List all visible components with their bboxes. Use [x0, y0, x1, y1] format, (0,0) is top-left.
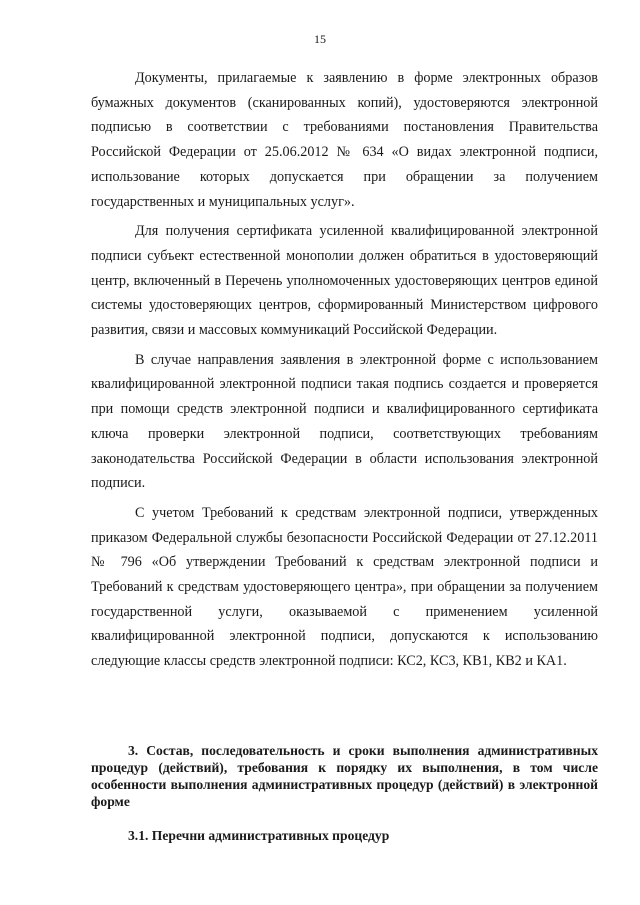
paragraph-certificate: Для получения сертификата усиленной квалифицированной электронной подписи субъект естественной монополии должен обратиться в удостоверяющий центр, включенный в Перечень уполномоченных удостоверяющих центров единой системы удостоверяющих центров, сформированный Министерством цифрового развития, связи и массовых коммуникаций Российской Федерации.: [91, 223, 598, 339]
section-heading: 3. Состав, последовательность и сроки выполнения административных процедур (действий), требования к порядку их выполнения, в том числе особенности выполнения административных процедур (действий) в электронной форме: [91, 743, 598, 809]
subsection-heading: 3.1. Перечни административных процедур: [128, 828, 390, 843]
paragraph-electronic-documents: Документы, прилагаемые к заявлению в форме электронных образов бумажных документов (сканированных копий), удостоверяются электронной подписью в соответствии с требованиями постановления Правительства Российской Федерации от 25.06.2012 № 634 «О видах электронной подписи, использование которых допускается при обращении за получением государственных и муниципальных услуг».: [91, 70, 598, 210]
paragraph-signature-creation: В случае направления заявления в электронной форме с использованием квалифицированной электронной подписи такая подпись создается и проверяется при помощи средств электронной подписи и квалифицированного сертификата ключа проверки электронной подписи, соответствующих требованиям законодательства Российской Федерации в области использования электронной подписи.: [91, 351, 598, 492]
paragraph-signature-classes: С учетом Требований к средствам электронной подписи, утвержденных приказом Федеральной службы безопасности Российской Федерации от 27.12.2011 № 796 «Об утверждении Требований к средствам электронной подписи и Требований к средствам удостоверяющего центра», при обращении за получением государственной услуги, оказываемой с применением усиленной квалифицированной электронной подписи, допускаются к использованию следующие классы средств электронной подписи: КС2, КС3, КВ1, КВ2 и КА1.: [91, 504, 598, 670]
body-text: [91, 66, 598, 679]
page-number: 15: [314, 32, 326, 46]
